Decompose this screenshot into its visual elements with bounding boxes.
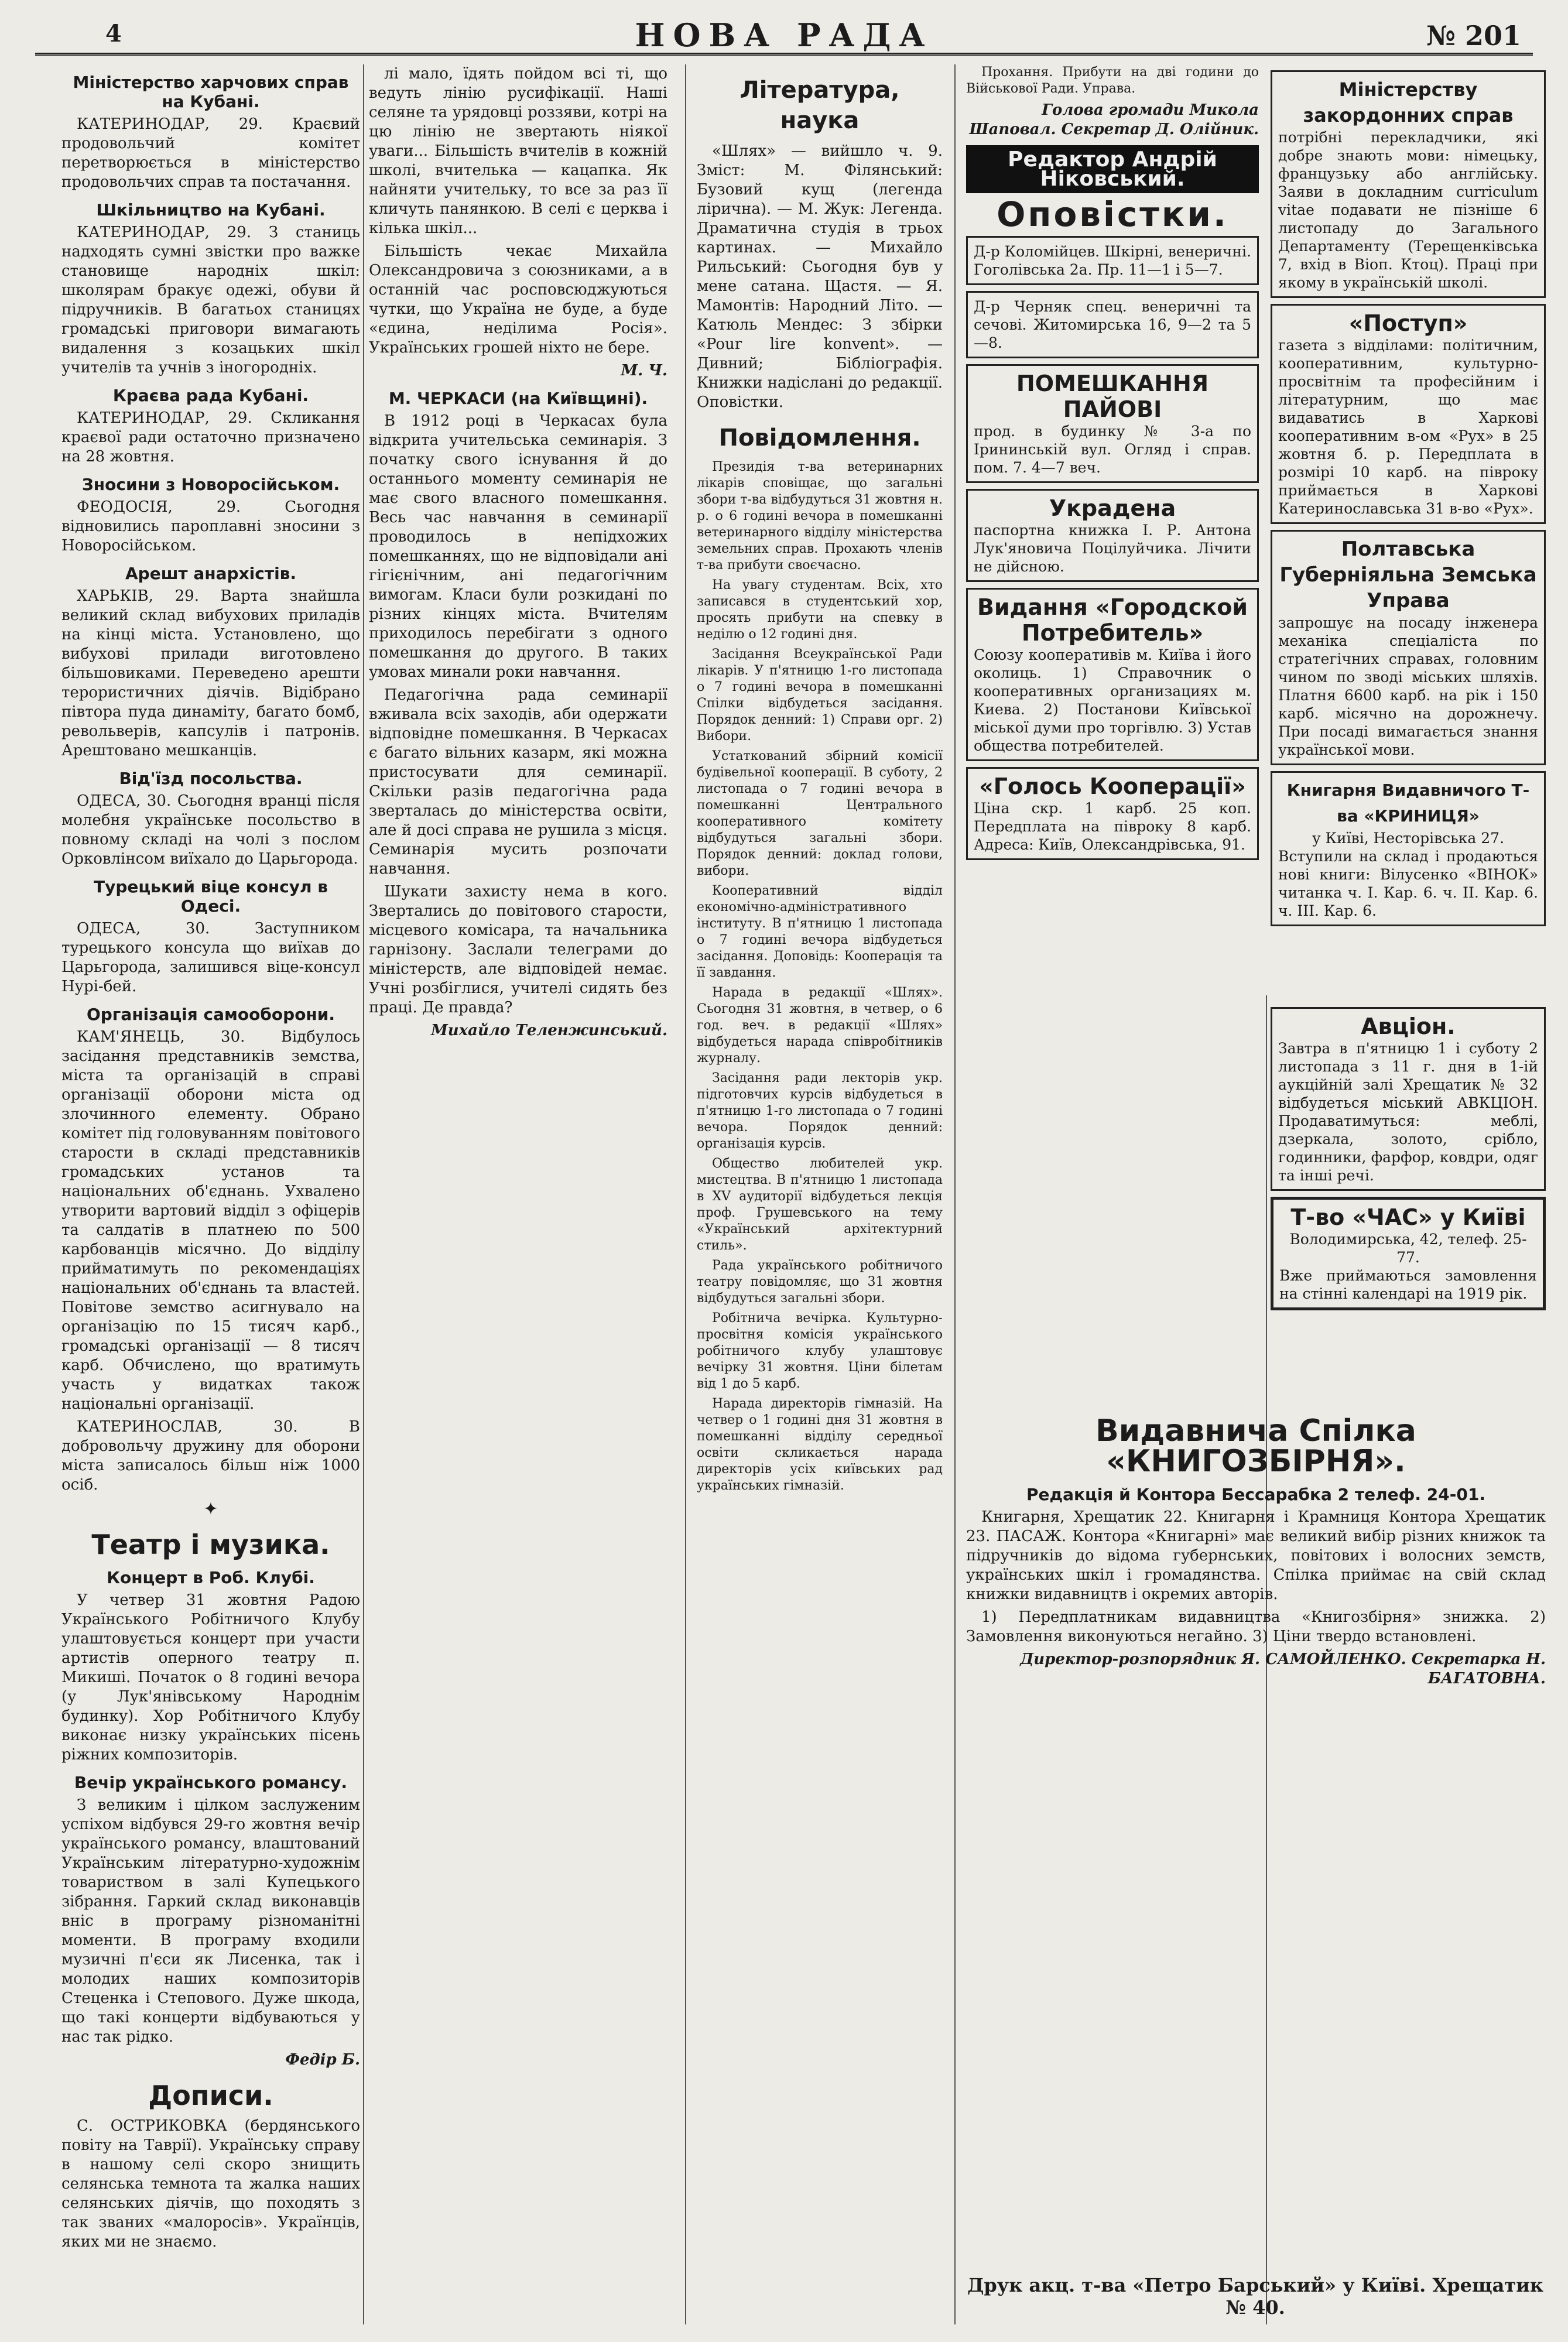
lower-ads [1271, 1001, 1546, 1411]
headline: Міністерство харчових справ на Кубані. [73, 73, 349, 111]
ad-box [1271, 1007, 1546, 1191]
ad-box [1271, 771, 1546, 926]
ad-heading: Т-во «ЧАС» у Київі [1290, 1204, 1526, 1230]
newspaper-title: НОВА РАДА [635, 16, 933, 54]
article-text: 1) Передплатникам видавництва «Книгозбірня» знижка. 2) Замовлення виконуються негайно. 3) Ціни твердо встановлені. [966, 1608, 1546, 1645]
article-text: КАТЕРИНОДАР, 29. З станиць надходять сумні звістки про важке становище народніх шкіл: школярам бракує одежі, обуви й підручників. В багатьох станицях громадські приговори вимагають видалення з козацьких шкіл учителів та учнів з іногородніх. [61, 224, 360, 376]
article-text: ХАРЬКІВ, 29. Варта знайшла великий склад вибухових приладів на кінці міста. Установлено, що вибухові прилади виготовлено більшовиками. Переведено арешти терористичних діячів. Відібрано півтора пуда динаміту, багато бомб, револьверів, капсулів і патронів. Арештовано мешканців. [61, 587, 360, 759]
printer-line: Друк акц. т-ва «Петро Барський» у Київі. Хрещатик № 40. [967, 2274, 1544, 2319]
headline: Вечір українського романсу. [74, 1773, 348, 1792]
notice-item: Общество любителей укр. мистецтва. В п'ятницю 1 листопада в XV аудиторії відбудеться лекція проф. Грушевського на тему «Український архітектурний стиль». [697, 1156, 943, 1253]
article-text: Книгарня, Хрещатик 22. Книгарня і Крамниця Контора Хрещатик 23. ПАСАЖ. Контора «Книгарні» має великий вибір різних книжок та підручників до відома губернських, повітових і волосних земств, українських шкіл і громадянства. Спілка приймає на свій склад книжки видавництв і окремих авторів. [966, 1508, 1546, 1603]
ad-text: прод. в будинку № 3-а по Ірининській вул. Огляд і справ. пом. 7. 4—7 веч. [974, 423, 1251, 476]
section-title: Дописи. [148, 2080, 273, 2111]
ad-heading: Книгарня Видавничого Т-ва «КРИНИЦЯ» [1286, 780, 1530, 826]
article-text: КАТЕРИНОСЛАВ, 30. В добровольчу дружину для оборони міста записалось більш ніж 1000 осіб. [61, 1418, 360, 1494]
headline: Організація самооборони. [86, 1005, 335, 1024]
article-text: КАМ'ЯНЕЦЬ, 30. Відбулось засідання представників земства, міста та організацій в справі організації оборони міста од злочинного елементу. Обрано комітет під головуванням повітового старости в складі представників громадських установ та національних об'єднань. Ухвалено утворити вартовий відділ з офіцерів та салдатів в платнею по 500 карбованців місячно. До відділу прийматимуть по рекомендаціях національних об'єднань та властей. Повітове земство асигнувало на організацію по 15 тисяч карб., громадські організації — 8 тисяч карб. Обчислено, що вратимуть участь у видатках також національні організації. [61, 1028, 360, 1413]
notice-item: Засідання ради лекторів укр. підготовчих курсів відбудеться в п'ятницю 1-го листопада о 7 годині вечора. Порядок денний: організація курсів. [697, 1071, 943, 1151]
notice-item: Нарада в редакції «Шлях». Сьогодня 31 жовтня, в четвер, о 6 год. веч. в редакції «Шлях» відбудеться нарада співробітників журналу. [697, 985, 943, 1066]
article-text: С. ОСТРИКОВКА (бердянського повіту на Таврії). Українську справу в нашому селі скоро знищить селянська темнота та жалка наших селянських діячів, що походять з так званих «малоросів». Українців, яких ми не знаємо. [61, 2117, 360, 2251]
headline: Зносини з Новоросійськом. [81, 475, 340, 494]
notice-item: Кооперативний відділ економічно-адміністративного інституту. В п'ятницю 1 листопада о 7 годині вечора відбудеться засідання. Доповідь: Кооперація та її завдання. [697, 884, 943, 980]
headline: Турецький віце консул в Одесі. [93, 877, 328, 916]
section-title: Видавнича Спілка «КНИГОЗБІРНЯ». [1095, 1413, 1416, 1479]
headline: Краєва рада Кубані. [112, 386, 309, 405]
separator-ornament: ✦ [203, 1499, 218, 1519]
headline: Концерт в Роб. Клубі. [107, 1568, 315, 1587]
notice-item: Прохання. Прибути на дві години до Військової Ради. Управа. [966, 65, 1259, 96]
ad-box [1271, 1197, 1546, 1310]
page-number: 4 [105, 20, 122, 47]
ad-text: Д-р Коломійцев. Шкірні, венеричні. Гоголівська 2а. Пр. 11—1 і 5—7. [974, 243, 1251, 278]
ads-title: Оповістки. [997, 194, 1228, 234]
column-5 [1271, 64, 1546, 1001]
article-text: ОДЕСА, 30. Заступником турецького консула що виїхав до Царьгорода, залишився віце-консул Нурі-бей. [61, 920, 360, 995]
ad-heading: «Голось Кооперації» [979, 773, 1246, 799]
ad-box [966, 291, 1259, 358]
ad-subheading: Володимирська, 42, телеф. 25-77. [1289, 1231, 1527, 1266]
column-1 [61, 64, 360, 2324]
column-rule [363, 64, 364, 2324]
notice-item: Рада українського робітничого театру повідомляє, що 31 жовтня відбудуться загальні збори. [697, 1258, 943, 1306]
ad-box [966, 588, 1259, 761]
ad-heading: Міністерству закордонних справ [1303, 78, 1514, 126]
ad-heading: Видання «Городской Потребитель» [977, 594, 1248, 646]
notice-item: Нарада директорів гімназій. На четвер о 1 годині дня 31 жовтня в помешканні відділу середньої освіти скликається нарада директорів усіх київських рад українських гімназій. [697, 1396, 943, 1493]
author-signature: М. Ч. [621, 362, 667, 379]
column-rule [954, 64, 956, 2324]
notice-item: Робітнича вечірка. Культурно-просвітня комісія українського робітничого клубу улаштовує вечірку 31 жовтня. Ціни білетам від 1 до 5 карб. [697, 1311, 943, 1391]
author-signature: Директор-розпорядник Я. САМОЙЛЕНКО. Секретарка Н. БАГАТОВНА. [1020, 1651, 1546, 1687]
column-rule [685, 64, 686, 2324]
ad-text: Вступили на склад і продаються нові книги: Вілусенко «ВІНОК» читанка ч. I. Кар. 6. ч. II. Кар. 6. ч. III. Кар. 6. [1278, 848, 1538, 919]
article-text: лі мало, їдять пойдом всі ті, що ведуть лінію русифікації. Нашi селяне та урядовці роззяви, котрі на цю лінію не звертають ніякої уваги... Більшість вчителів в кожній школі, вчителька — кацапка. Як найняти учительку, то все за раз її кличуть панянкою. В селі є церква і кілька шкіл... [369, 65, 667, 237]
headline: Шкільництво на Кубані. [96, 200, 326, 220]
article-text: З великим і цілком заслуженим успіхом відбувся 29-го жовтня вечір українського романсу, влаштований Українським літературно-художнім товариством в залі Купецького зібрання. Гаркий склад виконавців вніс в програму різноманітні моменти. В програму входили музичні п'єси як Лисенка, так і молодих наших композиторів Стеценка і Степового. Дуже шкода, що такі концерти відбуваються у нас так рідко. [61, 1796, 360, 2046]
section-title: Література, наука [740, 77, 900, 134]
ad-box [966, 767, 1259, 860]
ad-text: Ціна скр. 1 карб. 25 коп. Передплата на півроку 8 карб. Адреса: Київ, Олександрівська, 91. [974, 800, 1251, 853]
ad-text: запрошує на посаду інженера механіка спеціаліста по стратегічних справах, головним чином по зводі міських шляхів. Платня 6600 карб. на рік і 150 карб. місячно на дорожнечу. При посаді вимагається знання української мови. [1278, 614, 1538, 758]
ad-box [1271, 304, 1546, 524]
notice-item: Засідання Всеукраїнської Ради лікарів. У п'ятницю 1-го листопада о 7 годині вечора в помешканні Спілки відбудеться засідання. Порядок денний: 1) Справи орг. 2) Вибори. [697, 647, 943, 744]
ad-text: газета з відділами: політичним, кооперативним, культурно-просвітнім та професійним і літературним, що має видаватись в Харкові кооперативним в-ом «Рух» в 25 жовтня б. р. Передплата в розмірі 10 карб. на півроку приймається в Харкові Катеринославська 31 в-во «Рух». [1278, 337, 1538, 517]
author-signature: Михайло Теленжинський. [430, 1022, 667, 1039]
section-title: Театр і музика. [91, 1529, 330, 1560]
ad-heading: Авціон. [1361, 1014, 1456, 1039]
notice-item: Президія т-ва ветеринарних лікарів сповіщає, що загальні збори т-ва відбудуться 31 жовтня н. р. о 6 годині вечора в помешканні ветеринарного відділу міністерства земельних справ. Прохають членів т-ва прибути своєчасно. [697, 460, 943, 573]
headline: Редакція й Контора Бессарабка 2 телеф. 24-01. [1026, 1485, 1485, 1504]
column-2 [369, 64, 667, 2324]
ad-box [966, 236, 1259, 285]
ad-heading: Полтавська Губерніяльна Земська Управа [1279, 537, 1537, 612]
article-text: У четвер 31 жовтня Радою Українського Робітничого Клубу улаштовується концерт при участи артистів оперного театру п. Микиші. Початок о 8 годині вечора (у Лук'янівському Народнім будинку). Хор Робітничого Клубу виконає низку українських пісень ріжних композиторів. [61, 1591, 360, 1764]
ad-text: Вже приймаються замовлення на стінні календарі на 1919 рік. [1279, 1267, 1537, 1302]
notice-item: На увагу студентам. Всіх, хто записався в студентський хор, просять прибути на спевку в неділю о 12 годині дня. [697, 578, 943, 642]
ad-heading: Украдена [1049, 495, 1176, 521]
ad-box [966, 364, 1259, 483]
article-text: Більшість чекає Михайла Олександровича з союзниками, а в останній час росповсюджуються чутки, що Україна не буде, а буде «єдина, неділима Росія». Українських грошей ніхто не бере. [369, 242, 667, 357]
ad-text: потрібні перекладчики, які добре знають мови: німецьку, французьку або англійську. Заяви в докладним curriculum vitae подавати не пізніше 6 листопаду до Загального Департаменту (Терещенківська 7, вхід в Віоп. Ктоц). Праці при якому в українській школі. [1278, 129, 1538, 291]
ad-text: Завтра в п'ятницю 1 і суботу 2 листопада з 11 г. дня в 1-ій аукційній залі Хрещатик № 32 відбудеться міський АВКЦІОН. Продаватимуться: меблі, дзеркала, золото, срібло, годинники, фарфор, ковдри, одяг та інші речі. [1278, 1040, 1538, 1184]
ad-heading: «Поступ» [1348, 310, 1468, 336]
headline: М. ЧЕРКАСИ (на Київщині). [388, 389, 648, 408]
article-text: ФЕОДОСІЯ, 29. Сьогодня відновились пароплавні зносини з Новоросійськом. [61, 498, 360, 554]
article-text: «Шлях» — вийшло ч. 9. Зміст: М. Філянський: Бузовий кущ (легенда лірична). — М. Жук: Легенда. Драматична студія в трьох картинах. — Михайло Рильський: Сьогодня був у мене сатана. Щастя. — Я. Мамонтів: Народний Літо. — Катюль Мендес: З збірки «Pour lire konvent». — Дивний; Бібліографія. Книжки надіслані до редакції. Оповістки. [697, 142, 943, 411]
ad-text: Союзу кооперативів м. Київа і його околиць. 1) Справочник о кооперативных организациях м. Киева. 2) Постанови Київської міської думи про торгівлю. 3) Устав общества потребителей. [974, 646, 1251, 754]
masthead [35, 16, 1533, 56]
article-text: ОДЕСА, 30. Сьогодня вранці після молебня українське посольство в повному складі на чолі з послом Орковлінсом виїхало до Царьгорода. [61, 792, 360, 868]
headline: Арешт анархістів. [125, 564, 297, 583]
knyhozbirnia-block [966, 1405, 1546, 2295]
article-text: КАТЕРИНОДАР, 29. Краєвий продовольчий комітет перетворюється в міністерство продовольчих справ та постачання. [61, 115, 360, 191]
ad-box [966, 489, 1259, 582]
column-4-notices [966, 64, 1259, 1001]
ad-subheading: у Київі, Несторівська 27. [1312, 830, 1505, 847]
ad-text: паспортна книжка І. Р. Антона Лук'яновича Поцілуйчика. Лічити не дійсною. [974, 522, 1251, 575]
article-text: В 1912 році в Черкасах була відкрита учительська семинарія. З початку свого існування й до останнього моменту семинарія не має свого власного помешкання. Весь час навчання в семинарії проводилось в непідхожих помешканнях, що не відповідали ані гігієнічним, ані педагогічним вимогам. Класи були розкидані по різних кінцях міста. Вчителям приходилось перебігати з одного помешкання до другого. В таких умовах минали роки навчання. [369, 412, 667, 681]
article-text: КАТЕРИНОДАР, 29. Скликання краєвої ради остаточно призначено на 28 жовтня. [61, 409, 360, 465]
section-title: Повідомлення. [718, 424, 921, 451]
author-signature: Федір Б. [285, 2051, 360, 2069]
editor-line: Редактор Андрій Ніковський. [966, 145, 1259, 193]
ad-heading: ПОМЕШКАННЯ ПАЙОВІ [1016, 371, 1209, 422]
ad-box [1271, 530, 1546, 765]
article-text: Шукати захисту нема в кого. Звертались до повітового старости, місцевого комісара, та начальника гарнізону. Заслали телеграми до міністерств, але відповідей немає. Учні розбіглися, учителі сидять без праці. Де правда? [369, 883, 667, 1016]
author-signature: Голова громади Микола Шаповал. Секретар Д. Олійник. [969, 101, 1259, 138]
ad-text: Д-р Черняк спец. венеричні та сечові. Житомирська 16, 9—2 та 5—8. [974, 298, 1251, 351]
issue-number: № 201 [1426, 20, 1521, 52]
notice-item: Устаткований збірний комісії будівельної кооперації. В суботу, 2 листопада о 7 годині вечора в помешканні Центрального кооперативного комітету відбудуться загальні збори. Порядок денний: доклад голови, вибори. [697, 749, 943, 878]
ad-box [1271, 70, 1546, 298]
headline: Від'їзд посольства. [119, 769, 303, 788]
article-text: Педагогічна рада семинарії вживала всіх заходів, аби одержати відповідне помешкання. В Черкасах є багато вільних казарм, які можна пристосувати для семинарії. Скільки разів педагогічна рада зверталась до міністерства освіти, але й досі справа не рушила з місця. Семинарія мусить розпочати навчання. [369, 686, 667, 878]
column-3 [697, 64, 943, 2324]
